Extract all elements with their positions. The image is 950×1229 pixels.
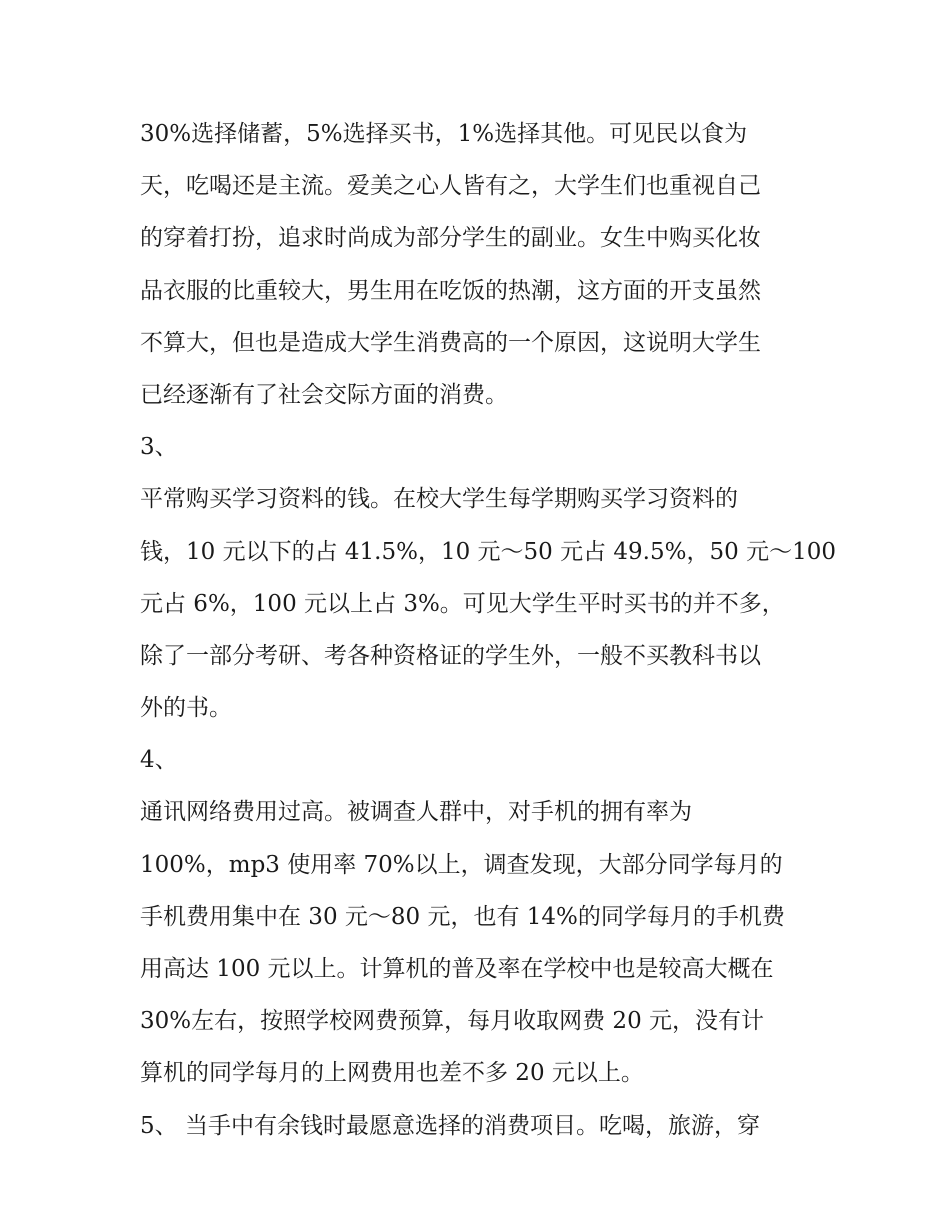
text-line: 已经逐渐有了社会交际方面的消费。 [140, 381, 508, 408]
text-line: 5、 当手中有余钱时最愿意选择的消费项目。吃喝，旅游，穿 [140, 1112, 760, 1139]
text-line: 天，吃喝还是主流。爱美之心人皆有之，大学生们也重视自己 [140, 173, 761, 200]
text-line: 通讯网络费用过高。被调查人群中，对手机的拥有率为 [140, 799, 692, 826]
text-line: 手机费用集中在 30 元～80 元，也有 14%的同学每月的手机费 [140, 903, 785, 930]
text-line: 30%选择储蓄，5%选择买书，1%选择其他。可见民以食为 [140, 121, 748, 147]
text-line: 平常购买学习资料的钱。在校大学生每学期购买学习资料的 [140, 486, 738, 513]
text-line: 元占 6%，100 元以上占 3%。可见大学生平时买书的并不多， [140, 590, 785, 617]
document-body-text [140, 108, 836, 1152]
text-line: 不算大，但也是造成大学生消费高的一个原因，这说明大学生 [140, 329, 761, 356]
text-line: 外的书。 [140, 695, 232, 722]
text-line: 的穿着打扮，追求时尚成为部分学生的副业。女生中购买化妆 [140, 225, 761, 252]
text-line: 用高达 100 元以上。计算机的普及率在学校中也是较高大概在 [140, 956, 774, 982]
text-line: 钱，10 元以下的占 41.5%，10 元～50 元占 49.5%，50 元～100 [140, 538, 836, 565]
text-line: 除了一部分考研、考各种资格证的学生外，一般不买教科书以 [140, 642, 761, 669]
section-number: 4、 [140, 747, 178, 774]
text-line: 算机的同学每月的上网费用也差不多 20 元以上。 [140, 1060, 644, 1087]
text-line: 品衣服的比重较大，男生用在吃饭的热潮，这方面的开支虽然 [140, 277, 761, 304]
text-line: 30%左右，按照学校网费预算，每月收取网费 20 元，没有计 [140, 1008, 765, 1035]
text-line: 100%，mp3 使用率 70%以上，调查发现，大部分同学每月的 [140, 851, 783, 878]
section-number: 3、 [140, 434, 178, 461]
